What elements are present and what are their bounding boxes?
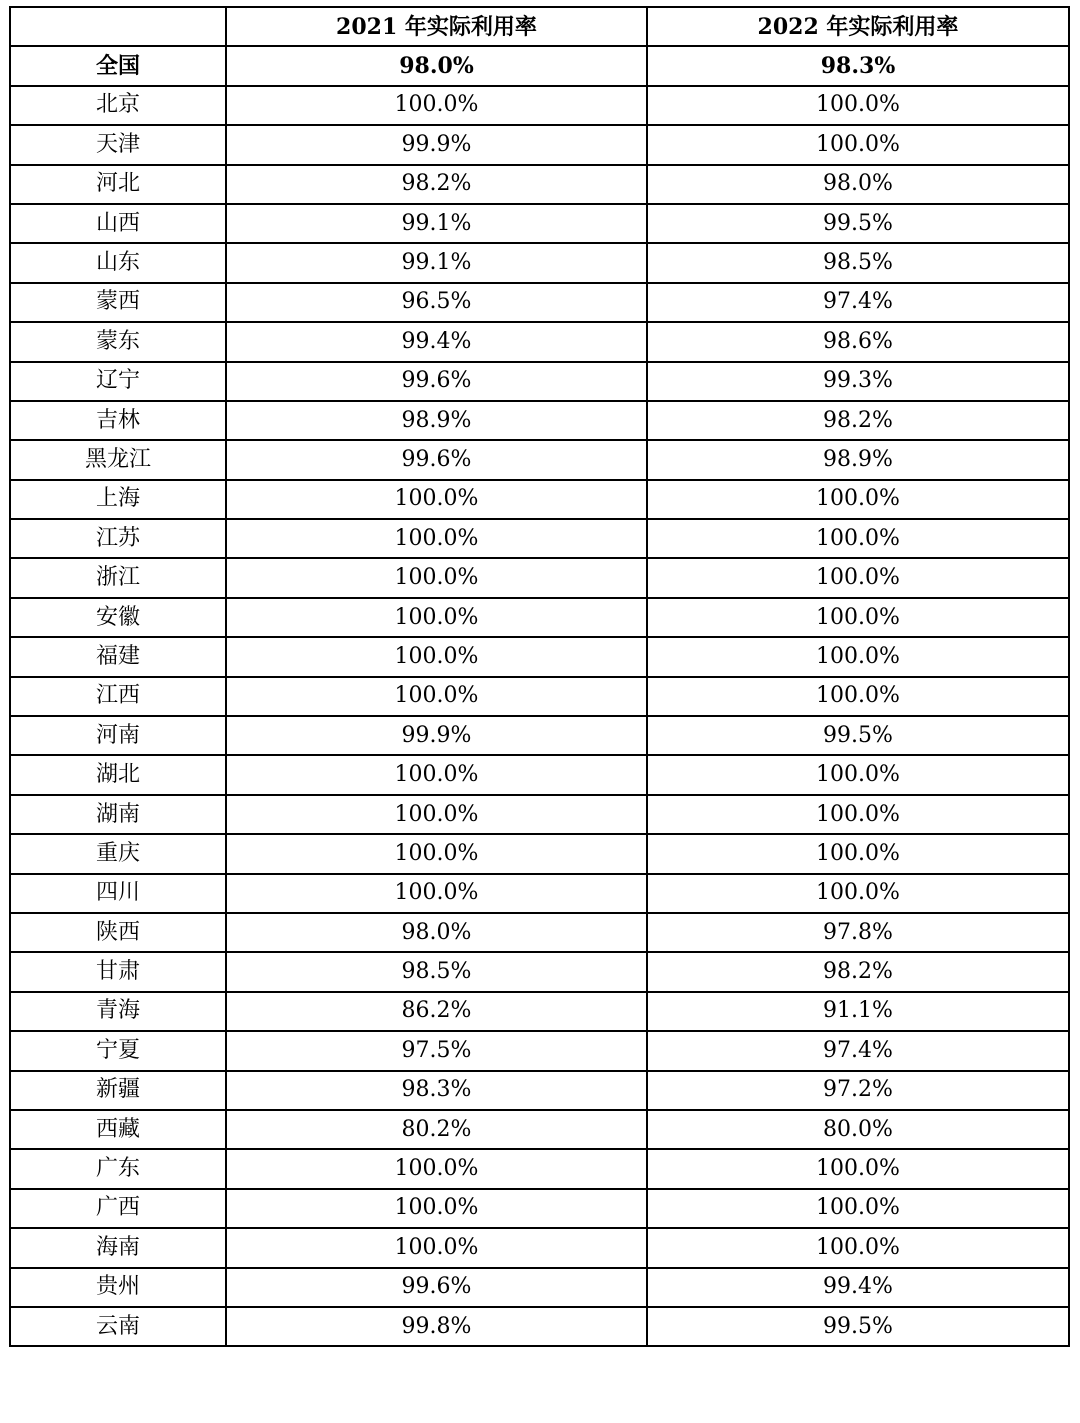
rate-2021-cell: 99.4%	[226, 322, 647, 361]
rate-2021-cell: 100.0%	[226, 637, 647, 676]
rate-2021-cell: 99.6%	[226, 440, 647, 479]
rate-2022-cell: 100.0%	[647, 86, 1069, 125]
rate-2021-cell: 100.0%	[226, 834, 647, 873]
table-row	[10, 795, 1069, 834]
table-row	[10, 401, 1069, 440]
rate-2022-cell: 100.0%	[647, 834, 1069, 873]
rate-2022-cell: 100.0%	[647, 795, 1069, 834]
table-row	[10, 1110, 1069, 1149]
region-cell: 北京	[10, 86, 226, 125]
region-cell: 山西	[10, 204, 226, 243]
table-row	[10, 1031, 1069, 1070]
national-2021: 98.0%	[226, 46, 647, 85]
region-cell: 天津	[10, 125, 226, 164]
region-cell: 蒙西	[10, 283, 226, 322]
utilization-rate-table	[9, 6, 1070, 1347]
rate-2022-cell: 100.0%	[647, 598, 1069, 637]
table-row	[10, 716, 1069, 755]
rate-2021-cell: 100.0%	[226, 598, 647, 637]
rate-2021-cell: 98.9%	[226, 401, 647, 440]
rate-2022-cell: 100.0%	[647, 1189, 1069, 1228]
rate-2021-cell: 100.0%	[226, 755, 647, 794]
rate-2021-cell: 99.9%	[226, 716, 647, 755]
region-cell: 甘肃	[10, 952, 226, 991]
utilization-table-container	[9, 6, 1068, 1347]
rate-2022-cell: 99.5%	[647, 716, 1069, 755]
region-cell: 山东	[10, 243, 226, 282]
national-row	[10, 46, 1069, 85]
rate-2022-cell: 99.5%	[647, 1307, 1069, 1346]
rate-2021-cell: 86.2%	[226, 992, 647, 1031]
table-row	[10, 125, 1069, 164]
table-row	[10, 362, 1069, 401]
table-row	[10, 913, 1069, 952]
rate-2022-cell: 100.0%	[647, 637, 1069, 676]
region-cell: 广西	[10, 1189, 226, 1228]
rate-2022-cell: 91.1%	[647, 992, 1069, 1031]
rate-2022-cell: 100.0%	[647, 1149, 1069, 1188]
rate-2021-cell: 100.0%	[226, 519, 647, 558]
rate-2021-cell: 100.0%	[226, 1149, 647, 1188]
rate-2022-cell: 100.0%	[647, 1228, 1069, 1267]
region-cell: 上海	[10, 480, 226, 519]
header-region	[10, 7, 226, 46]
rate-2022-cell: 99.4%	[647, 1268, 1069, 1307]
table-row	[10, 1228, 1069, 1267]
region-cell: 广东	[10, 1149, 226, 1188]
rate-2021-cell: 97.5%	[226, 1031, 647, 1070]
table-row	[10, 480, 1069, 519]
table-row	[10, 1071, 1069, 1110]
rate-2022-cell: 100.0%	[647, 874, 1069, 913]
table-row	[10, 755, 1069, 794]
region-cell: 河北	[10, 165, 226, 204]
rate-2022-cell: 98.9%	[647, 440, 1069, 479]
table-row	[10, 834, 1069, 873]
table-row	[10, 322, 1069, 361]
table-row	[10, 519, 1069, 558]
rate-2022-cell: 98.5%	[647, 243, 1069, 282]
table-row	[10, 677, 1069, 716]
rate-2022-cell: 100.0%	[647, 677, 1069, 716]
rate-2021-cell: 100.0%	[226, 480, 647, 519]
rate-2021-cell: 98.5%	[226, 952, 647, 991]
rate-2021-cell: 100.0%	[226, 795, 647, 834]
region-cell: 福建	[10, 637, 226, 676]
region-cell: 四川	[10, 874, 226, 913]
rate-2022-cell: 97.4%	[647, 283, 1069, 322]
table-row	[10, 874, 1069, 913]
table-row	[10, 637, 1069, 676]
rate-2021-cell: 99.6%	[226, 1268, 647, 1307]
region-cell: 吉林	[10, 401, 226, 440]
table-row	[10, 992, 1069, 1031]
region-cell: 黑龙江	[10, 440, 226, 479]
header-row	[10, 7, 1069, 46]
table-body	[10, 46, 1069, 1346]
rate-2022-cell: 97.8%	[647, 913, 1069, 952]
rate-2022-cell: 100.0%	[647, 519, 1069, 558]
region-cell: 辽宁	[10, 362, 226, 401]
rate-2021-cell: 100.0%	[226, 558, 647, 597]
region-cell: 青海	[10, 992, 226, 1031]
table-row	[10, 243, 1069, 282]
table-row	[10, 1307, 1069, 1346]
rate-2022-cell: 100.0%	[647, 480, 1069, 519]
table-row	[10, 1268, 1069, 1307]
rate-2021-cell: 100.0%	[226, 1189, 647, 1228]
rate-2021-cell: 96.5%	[226, 283, 647, 322]
table-row	[10, 283, 1069, 322]
table-row	[10, 558, 1069, 597]
region-cell: 云南	[10, 1307, 226, 1346]
region-cell: 新疆	[10, 1071, 226, 1110]
rate-2022-cell: 99.3%	[647, 362, 1069, 401]
rate-2021-cell: 99.8%	[226, 1307, 647, 1346]
region-cell: 西藏	[10, 1110, 226, 1149]
table-row	[10, 204, 1069, 243]
region-cell: 河南	[10, 716, 226, 755]
rate-2021-cell: 99.9%	[226, 125, 647, 164]
region-cell: 安徽	[10, 598, 226, 637]
region-cell: 湖南	[10, 795, 226, 834]
region-cell: 江苏	[10, 519, 226, 558]
national-region: 全国	[10, 46, 226, 85]
rate-2021-cell: 100.0%	[226, 874, 647, 913]
rate-2021-cell: 100.0%	[226, 86, 647, 125]
rate-2022-cell: 97.4%	[647, 1031, 1069, 1070]
region-cell: 贵州	[10, 1268, 226, 1307]
header-2021-utilization: 2021 年实际利用率	[226, 7, 647, 46]
rate-2022-cell: 98.2%	[647, 952, 1069, 991]
rate-2022-cell: 98.2%	[647, 401, 1069, 440]
table-row	[10, 86, 1069, 125]
table-row	[10, 165, 1069, 204]
rate-2021-cell: 80.2%	[226, 1110, 647, 1149]
rate-2021-cell: 99.1%	[226, 204, 647, 243]
rate-2022-cell: 100.0%	[647, 125, 1069, 164]
region-cell: 宁夏	[10, 1031, 226, 1070]
rate-2022-cell: 100.0%	[647, 755, 1069, 794]
rate-2021-cell: 98.3%	[226, 1071, 647, 1110]
header-2022-utilization: 2022 年实际利用率	[647, 7, 1069, 46]
rate-2022-cell: 98.0%	[647, 165, 1069, 204]
region-cell: 湖北	[10, 755, 226, 794]
region-cell: 陕西	[10, 913, 226, 952]
rate-2022-cell: 99.5%	[647, 204, 1069, 243]
rate-2021-cell: 98.2%	[226, 165, 647, 204]
rate-2022-cell: 98.6%	[647, 322, 1069, 361]
table-row	[10, 440, 1069, 479]
region-cell: 海南	[10, 1228, 226, 1267]
rate-2021-cell: 98.0%	[226, 913, 647, 952]
national-2022: 98.3%	[647, 46, 1069, 85]
rate-2021-cell: 99.1%	[226, 243, 647, 282]
table-row	[10, 1149, 1069, 1188]
rate-2021-cell: 99.6%	[226, 362, 647, 401]
region-cell: 浙江	[10, 558, 226, 597]
table-row	[10, 1189, 1069, 1228]
region-cell: 重庆	[10, 834, 226, 873]
region-cell: 江西	[10, 677, 226, 716]
rate-2022-cell: 100.0%	[647, 558, 1069, 597]
rate-2021-cell: 100.0%	[226, 677, 647, 716]
region-cell: 蒙东	[10, 322, 226, 361]
rate-2022-cell: 97.2%	[647, 1071, 1069, 1110]
table-header	[10, 7, 1069, 46]
rate-2021-cell: 100.0%	[226, 1228, 647, 1267]
table-row	[10, 598, 1069, 637]
rate-2022-cell: 80.0%	[647, 1110, 1069, 1149]
table-row	[10, 952, 1069, 991]
